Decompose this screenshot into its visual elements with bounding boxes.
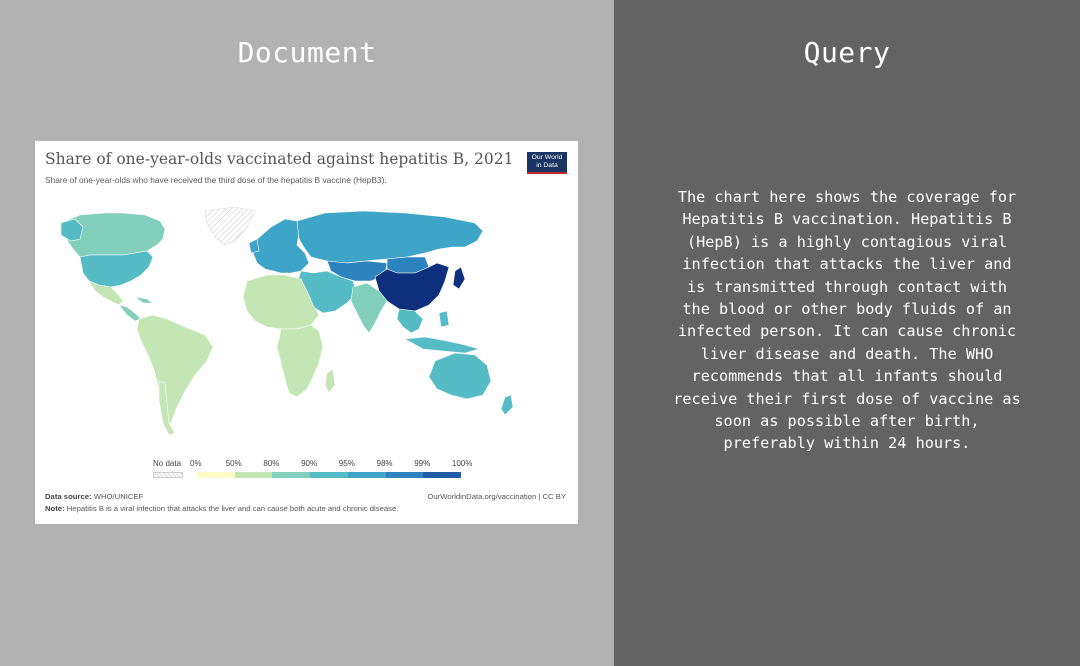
region-south-america (137, 315, 213, 425)
owid-logo[interactable] (527, 152, 567, 174)
legend-swatch-1 (235, 472, 273, 478)
legend-tick-2: 80% (263, 459, 280, 468)
region-australia (429, 353, 491, 399)
region-caribbean (135, 297, 153, 303)
region-philippines (439, 311, 449, 327)
region-indonesia (405, 337, 479, 353)
region-africa-central (277, 325, 323, 397)
region-central-america (119, 305, 141, 321)
legend-no-data-swatch (153, 472, 183, 478)
legend-tick-4: 95% (338, 459, 355, 468)
world-map (35, 201, 578, 439)
region-russia (297, 211, 483, 263)
legend-swatch-3 (310, 472, 348, 478)
footer-url-link[interactable]: OurWorldinData.org/vaccination | CC BY (427, 492, 566, 501)
legend-tick-1: 50% (225, 459, 242, 468)
footer-data-source (45, 492, 143, 501)
legend-swatch-6 (423, 472, 461, 478)
source-value: WHO/UNICEF (91, 492, 144, 501)
chart-subtitle: Share of one-year-olds who have received the third dose of the hepatitis B vaccine (HepB3). (45, 175, 387, 185)
region-new-zealand (501, 395, 513, 415)
legend-swatch-0 (197, 472, 235, 478)
note-value: Hepatitis B is a viral infection that attacks the liver and can cause both acute and chronic disease. (64, 504, 399, 513)
legend-swatch-4 (348, 472, 386, 478)
legend-tick-0: 0% (190, 459, 202, 468)
region-greenland (205, 207, 255, 245)
region-southeast-asia (397, 309, 423, 333)
footer-note (45, 504, 398, 513)
legend-tick-6: 99% (414, 459, 431, 468)
legend-swatch-5 (386, 472, 424, 478)
chart-title: Share of one-year-olds vaccinated against hepatitis B, 2021 (45, 150, 514, 168)
query-text: The chart here shows the coverage for Hepatitis B vaccination. Hepatitis B (HepB) is a highly contagious viral infection that attacks the liver and is transmitted through contact with the blood or other body fluids of an infected person. It can cause chronic liver disease and death. The WHO recommends that all infants should receive their first dose of vaccine as soon as possible after birth, preferably within 24 hours. (673, 188, 1021, 453)
legend-no-data-label: No data (153, 459, 182, 468)
note-label: Note: (45, 504, 65, 513)
legend-swatch-2 (272, 472, 310, 478)
chart-card (35, 141, 578, 524)
document-panel-title: Document (237, 36, 377, 69)
legend-tick-5: 98% (376, 459, 393, 468)
region-uk (249, 239, 259, 253)
region-madagascar (325, 369, 335, 393)
owid-logo-line1: Our World (531, 154, 563, 161)
source-label: Data source: (45, 492, 92, 501)
map-legend (153, 459, 473, 481)
legend-tick-3: 90% (301, 459, 318, 468)
region-japan (453, 267, 465, 289)
query-panel-title: Query (803, 36, 891, 69)
owid-logo-line2: in Data (536, 162, 558, 169)
legend-tick-7: 100% (451, 459, 473, 468)
